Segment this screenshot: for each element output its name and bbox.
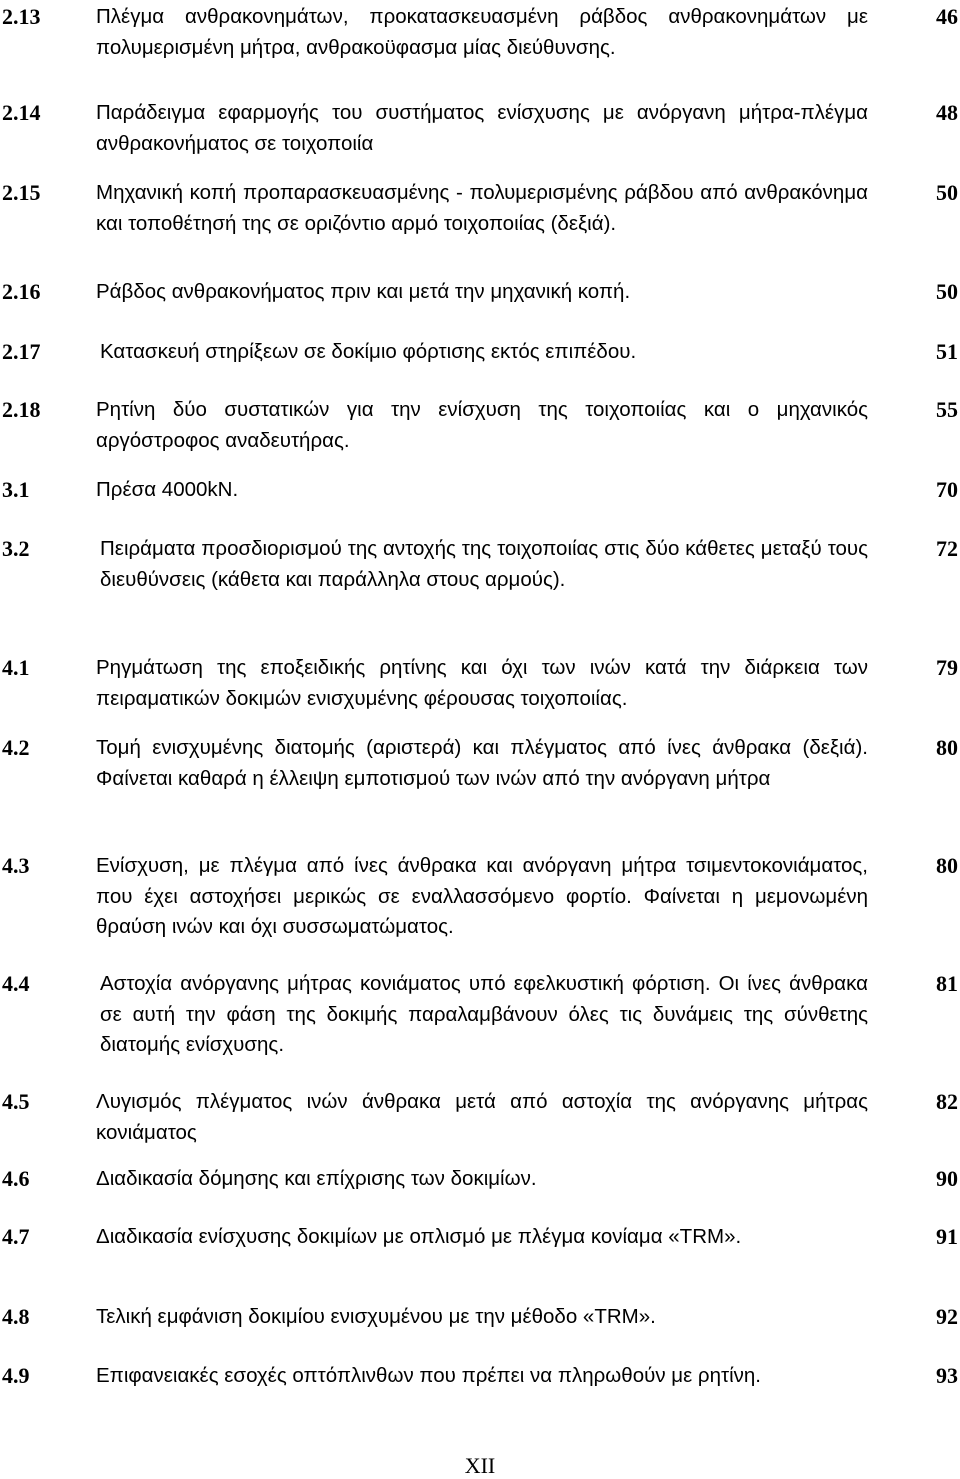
entry-page: 72 [936,536,958,561]
entry-number: 2.14 [2,100,41,125]
entry-caption: Επιφανειακές εσοχές οπτόπλινθων που πρέπει να πληρωθούν με ρητίνη. [96,1364,761,1387]
entry-caption: Αστοχία ανόργανης μήτρας κονιάματος υπό εφελκυστική φόρτιση. Οι ίνες άνθρακα σε αυτή την φάση της δοκιμής παραλαμβάνουν όλες τις δυνάμεις της σύνθετης διατομής ενίσχυσης. [100,972,868,1056]
list-entry [0,1222,960,1262]
entry-number: 2.17 [2,339,41,364]
entry-page: 70 [936,477,958,502]
entry-number: 4.5 [2,1089,30,1114]
list-entry [0,395,960,452]
entry-page: 48 [936,100,958,125]
list-entry [0,277,960,317]
entry-caption: Τομή ενισχυμένης διατομής (αριστερά) και πλέγματος από ίνες άνθρακα (δεξιά). Φαίνεται καθαρά η έλλειψη εμποτισμού των ινών από την ανόργανη μήτρα [96,736,868,790]
list-entry [0,178,960,235]
entry-number: 3.1 [2,477,30,502]
list-entry [0,1164,960,1204]
entry-number: 2.13 [2,4,41,29]
list-entry [0,851,960,938]
list-entry [0,653,960,710]
entry-number: 2.16 [2,279,41,304]
entry-page: 80 [936,735,958,760]
entry-number: 4.4 [2,971,30,996]
entry-caption: Κατασκευή στηρίξεων σε δοκίμιο φόρτισης εκτός επιπέδου. [100,340,637,363]
entry-caption: Διαδικασία δόμησης και επίχρισης των δοκιμίων. [96,1167,537,1190]
list-entry [0,1361,960,1401]
entry-number: 4.2 [2,735,30,760]
entry-page: 50 [936,279,958,304]
list-entry [0,2,960,59]
entry-page: 51 [936,339,958,364]
list-entry [0,534,960,591]
list-entry [0,733,960,790]
entry-page: 55 [936,397,958,422]
entry-caption: Ενίσχυση, με πλέγμα από ίνες άνθρακα και ανόργανη μήτρα τσιμεντοκονιάματος, που έχει αστοχήσει μερικώς σε εναλλασσόμενο φορτίο. Φαίνεται η μεμονωμένη θραύση ινών και όχι συσσωματώματος. [96,854,868,938]
entry-caption: Παράδειγμα εφαρμογής του συστήματος ενίσχυσης με ανόργανη μήτρα-πλέγμα ανθρακονήματος σε τοιχοποιία [96,101,868,155]
list-entry [0,337,960,377]
entry-page: 50 [936,180,958,205]
entry-page: 46 [936,4,958,29]
entry-number: 2.15 [2,180,41,205]
entry-caption: Λυγισμός πλέγματος ινών άνθρακα μετά από αστοχία της ανόργανης μήτρας κονιάματος [96,1090,868,1144]
entry-caption: Πρέσα 4000kN. [96,478,239,501]
entry-number: 3.2 [2,536,30,561]
list-entry [0,475,960,515]
entry-number: 2.18 [2,397,41,422]
entry-number: 4.8 [2,1304,30,1329]
entry-caption: Μηχανική κοπή προπαρασκευασμένης - πολυμερισμένης ράβδου από ανθρακόνημα και τοποθέτησή της σε οριζόντιο αρμό τοιχοποιίας (δεξιά). [96,181,868,235]
entry-caption: Ράβδος ανθρακονήματος πριν και μετά την μηχανική κοπή. [96,280,631,303]
page-number-footer: XII [464,1453,496,1478]
entry-number: 4.3 [2,853,30,878]
entry-caption: Πλέγμα ανθρακονημάτων, προκατασκευασμένη ράβδος ανθρακονημάτων με πολυμερισμένη μήτρα, ανθρακοϋφασμα μίας διεύθυνσης. [96,5,868,59]
entry-page: 92 [936,1304,958,1329]
entry-page: 82 [936,1089,958,1114]
list-entry [0,1302,960,1342]
entry-caption: Ρητίνη δύο συστατικών για την ενίσχυση της τοιχοποιίας και ο μηχανικός αργόστροφος αναδευτήρας. [96,398,868,452]
list-entry [0,98,960,155]
list-entry [0,1087,960,1144]
entry-page: 90 [936,1166,958,1191]
entry-page: 79 [936,655,958,680]
entry-caption: Ρηγμάτωση της εποξειδικής ρητίνης και όχι των ινών κατά την διάρκεια των πειραματικών δοκιμών ενισχυμένης φέρουσας τοιχοποιίας. [96,656,868,710]
entry-number: 4.7 [2,1224,30,1249]
entry-page: 93 [936,1363,958,1388]
entry-caption: Τελική εμφάνιση δοκιμίου ενισχυμένου με την μέθοδο «TRM». [96,1305,656,1328]
entry-number: 4.6 [2,1166,30,1191]
list-entry [0,969,960,1056]
entry-caption: Διαδικασία ενίσχυσης δοκιμίων με οπλισμό με πλέγμα κονίαμα «TRM». [96,1225,742,1248]
entry-caption: Πειράματα προσδιορισμού της αντοχής της τοιχοποιίας στις δύο κάθετες μεταξύ τους διευθύνσεις (κάθετα και παράλληλα στους αρμούς). [100,537,868,591]
entry-number: 4.9 [2,1363,30,1388]
entry-page: 80 [936,853,958,878]
entry-page: 91 [936,1224,958,1249]
entry-page: 81 [936,971,958,996]
entry-number: 4.1 [2,655,30,680]
